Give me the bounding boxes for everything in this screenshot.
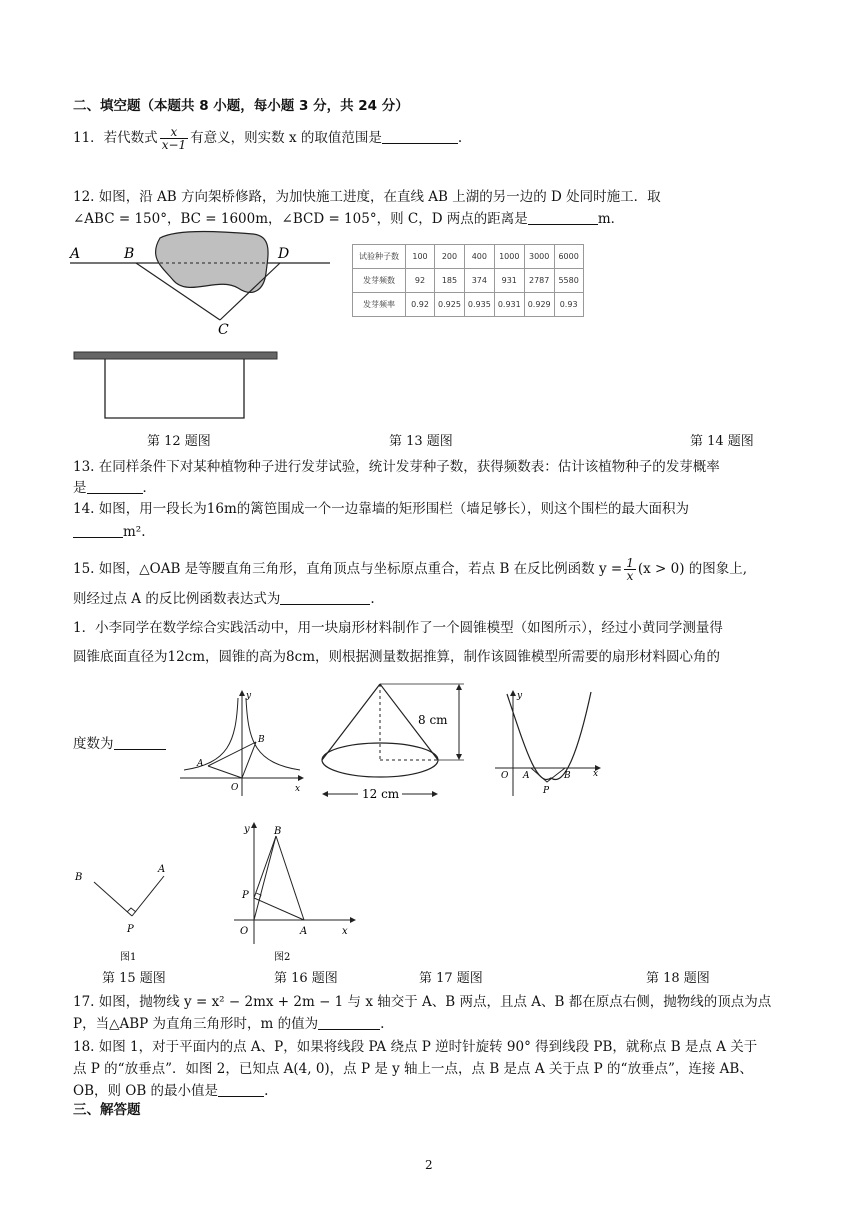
table-cell: 0.92 bbox=[406, 293, 435, 317]
question-18-line2: 点 P 的“放垂点”．如图 2，已知点 A(4, 0)，点 P 是 y 轴上一点，点 B 是点 A 关于点 P 的“放垂点”，连接 AB、 bbox=[73, 1061, 753, 1077]
question-14-line2 bbox=[73, 523, 146, 541]
table-cell: 发芽频率 bbox=[353, 293, 406, 317]
question-15-line1 bbox=[73, 557, 747, 582]
q15-line2-end: . bbox=[370, 591, 375, 607]
fig12-label-c: C bbox=[218, 322, 229, 338]
question-15-line2 bbox=[73, 590, 375, 608]
table-cell: 400 bbox=[464, 245, 494, 269]
table-cell: 0.929 bbox=[524, 293, 554, 317]
fig17-label-p: P bbox=[543, 786, 550, 796]
fig16-diameter-label: 12 cm bbox=[362, 787, 400, 801]
question-18-line3 bbox=[73, 1082, 268, 1100]
question-11 bbox=[73, 126, 462, 151]
question-12-line2 bbox=[73, 210, 624, 228]
fig15-label-b: B bbox=[258, 735, 265, 745]
q17-line2-end: . bbox=[380, 1016, 385, 1032]
caption-figure-15: 第 15 题图 bbox=[102, 971, 166, 986]
q15-fraction bbox=[624, 557, 636, 582]
q11-pre: 11．若代数式 bbox=[73, 130, 158, 146]
q18-answer-blank bbox=[218, 1083, 264, 1097]
figure-12-lake-bridge bbox=[68, 228, 338, 338]
table-cell: 1000 bbox=[494, 245, 524, 269]
q16-line3-text: 度数为 bbox=[73, 736, 114, 752]
q16-answer-blank bbox=[114, 736, 166, 750]
table-cell: 0.925 bbox=[435, 293, 465, 317]
fig18-2-label-p: P bbox=[242, 890, 249, 901]
table-row bbox=[353, 269, 584, 293]
q11-numerator: x bbox=[160, 126, 188, 139]
fig15-label-o: O bbox=[231, 783, 239, 793]
caption-figure-13: 第 13 题图 bbox=[389, 434, 453, 449]
question-17-line2 bbox=[73, 1015, 384, 1033]
fig15-label-a: A bbox=[197, 759, 204, 769]
fig16-height-label: 8 cm bbox=[418, 713, 448, 727]
q11-answer-blank bbox=[382, 130, 458, 144]
table-cell: 200 bbox=[435, 245, 465, 269]
fig15-label-x: x bbox=[295, 784, 301, 794]
table-cell: 2787 bbox=[524, 269, 554, 293]
table-cell: 6000 bbox=[554, 245, 583, 269]
table-cell: 185 bbox=[435, 269, 465, 293]
section-heading-fill-in: 二、填空题（本题共 8 小题，每小题 3 分，共 24 分） bbox=[73, 98, 409, 114]
table-cell: 0.931 bbox=[494, 293, 524, 317]
question-16-line3 bbox=[73, 735, 166, 753]
table-cell: 92 bbox=[406, 269, 435, 293]
q15-line2-text: 则经过点 A 的反比例函数表达式为 bbox=[73, 591, 281, 607]
q13-line2-text: 是 bbox=[73, 480, 87, 496]
question-14-line1: 14. 如图，用一段长为16m的篱笆围成一个一边靠墙的矩形围栏（墙足够长），则这个围栏的最大面积为 bbox=[73, 501, 689, 517]
fig12-label-d: D bbox=[278, 246, 290, 262]
table-cell: 3000 bbox=[524, 245, 554, 269]
q15-numerator: 1 bbox=[626, 556, 634, 570]
table-cell: 374 bbox=[464, 269, 494, 293]
fig18-1-label-a: A bbox=[158, 864, 166, 875]
q15-denominator: x bbox=[626, 569, 634, 583]
fig18-2-label-x: x bbox=[342, 926, 348, 937]
table-cell: 试验种子数 bbox=[353, 245, 406, 269]
figure-15-inverse-function bbox=[180, 688, 305, 798]
q17-line2-text: P，当△ABP 为直角三角形时，m 的值为 bbox=[73, 1016, 319, 1032]
table-row bbox=[353, 293, 584, 317]
table-cell: 0.935 bbox=[464, 293, 494, 317]
table-row bbox=[353, 245, 584, 269]
q12-line2-end: m． bbox=[597, 211, 625, 227]
caption-figure-12: 第 12 题图 bbox=[147, 434, 211, 449]
figure-14-wall-fence bbox=[73, 350, 279, 422]
q18-line3-end: . bbox=[264, 1083, 269, 1099]
question-18-line1: 18. 如图 1，对于平面内的点 A、P，如果将线段 PA 绕点 P 逆时针旋转 90° 得到线段 PB，就称点 B 是点 A 关于 bbox=[73, 1039, 758, 1055]
fig17-label-y: y bbox=[517, 691, 523, 701]
q13-line2-end: ． bbox=[142, 480, 156, 496]
q13-answer-blank bbox=[87, 480, 143, 494]
fig12-label-b: B bbox=[124, 246, 135, 262]
q11-fraction bbox=[160, 126, 188, 151]
table-cell: 5580 bbox=[554, 269, 583, 293]
q12-answer-blank bbox=[528, 211, 598, 225]
q11-post: 有意义，则实数 x 的取值范围是 bbox=[190, 130, 382, 146]
figure-18-diagram-2 bbox=[230, 820, 360, 970]
q18-line3-text: OB，则 OB 的最小值是 bbox=[73, 1083, 219, 1099]
q11-end: . bbox=[457, 130, 463, 146]
q17-answer-blank bbox=[318, 1016, 380, 1030]
caption-figure-14: 第 14 题图 bbox=[690, 434, 754, 449]
fig18-2-caption: 图2 bbox=[274, 952, 291, 963]
question-16-line2: 圆锥底面直径为12cm，圆锥的高为8cm，则根据测量数据推算，制作该圆锥模型所需要的扇形材料圆心角的 bbox=[73, 649, 720, 665]
table-cell: 100 bbox=[406, 245, 435, 269]
fig17-label-x: x bbox=[593, 769, 599, 779]
q14-answer-blank bbox=[73, 524, 123, 538]
figure-18-diagram-1 bbox=[72, 858, 182, 970]
caption-figure-17: 第 17 题图 bbox=[419, 971, 483, 986]
q15-post: (x > 0) 的图象上, bbox=[637, 561, 748, 577]
fig18-1-label-b: B bbox=[75, 872, 83, 883]
question-13-line1: 13. 在同样条件下对某种植物种子进行发芽试验，统计发芽种子数，获得频数表：估计该植物种子的发芽概率 bbox=[73, 459, 720, 475]
fig18-1-label-p: P bbox=[127, 924, 134, 935]
q15-pre: 15. 如图，△OAB 是等腰直角三角形，直角顶点与坐标原点重合，若点 B 在反比例函数 y = bbox=[73, 561, 623, 577]
fig18-2-label-a: A bbox=[300, 926, 308, 937]
frequency-table-13 bbox=[352, 244, 584, 317]
question-17-line1: 17. 如图，抛物线 y = x² − 2mx + 2m − 1 与 x 轴交于 A、B 两点，且点 A、B 都在原点右侧，抛物线的顶点为点 bbox=[73, 994, 772, 1010]
section-heading-answers: 三、解答题 bbox=[73, 1102, 141, 1118]
question-13-line2 bbox=[73, 479, 156, 497]
figure-17-parabola bbox=[495, 688, 605, 798]
fig17-label-o: O bbox=[501, 771, 509, 781]
caption-figure-18: 第 18 题图 bbox=[646, 971, 710, 986]
q15-answer-blank bbox=[280, 591, 370, 605]
fig17-label-b: B bbox=[564, 771, 571, 781]
page-number: 2 bbox=[425, 1158, 433, 1172]
figure-16-cone bbox=[318, 680, 468, 802]
q11-denominator: x−1 bbox=[161, 138, 187, 152]
fig18-2-label-y: y bbox=[244, 824, 250, 835]
q12-line2-text: ∠ABC = 150°，BC = 1600m，∠BCD = 105°，则 C，D 两点的距离是 bbox=[73, 211, 528, 227]
table-cell: 931 bbox=[494, 269, 524, 293]
table-cell: 0.93 bbox=[554, 293, 583, 317]
fig12-label-a: A bbox=[70, 246, 81, 262]
fig18-2-label-o: O bbox=[240, 926, 249, 937]
fig17-label-a: A bbox=[523, 771, 530, 781]
fig18-1-caption: 图1 bbox=[120, 952, 137, 963]
question-12-line1: 12. 如图，沿 AB 方向架桥修路，为加快施工进度，在直线 AB 上湖的另一边的 D 处同时施工．取 bbox=[73, 189, 661, 205]
table-cell: 发芽频数 bbox=[353, 269, 406, 293]
question-16-line1: 1．小李同学在数学综合实践活动中，用一块扇形材料制作了一个圆锥模型（如图所示），经过小黄同学测量得 bbox=[73, 620, 723, 636]
fig15-label-y: y bbox=[246, 691, 252, 701]
q14-line2-end: m². bbox=[123, 524, 146, 540]
caption-figure-16: 第 16 题图 bbox=[274, 971, 338, 986]
fig18-2-label-b: B bbox=[274, 826, 282, 837]
